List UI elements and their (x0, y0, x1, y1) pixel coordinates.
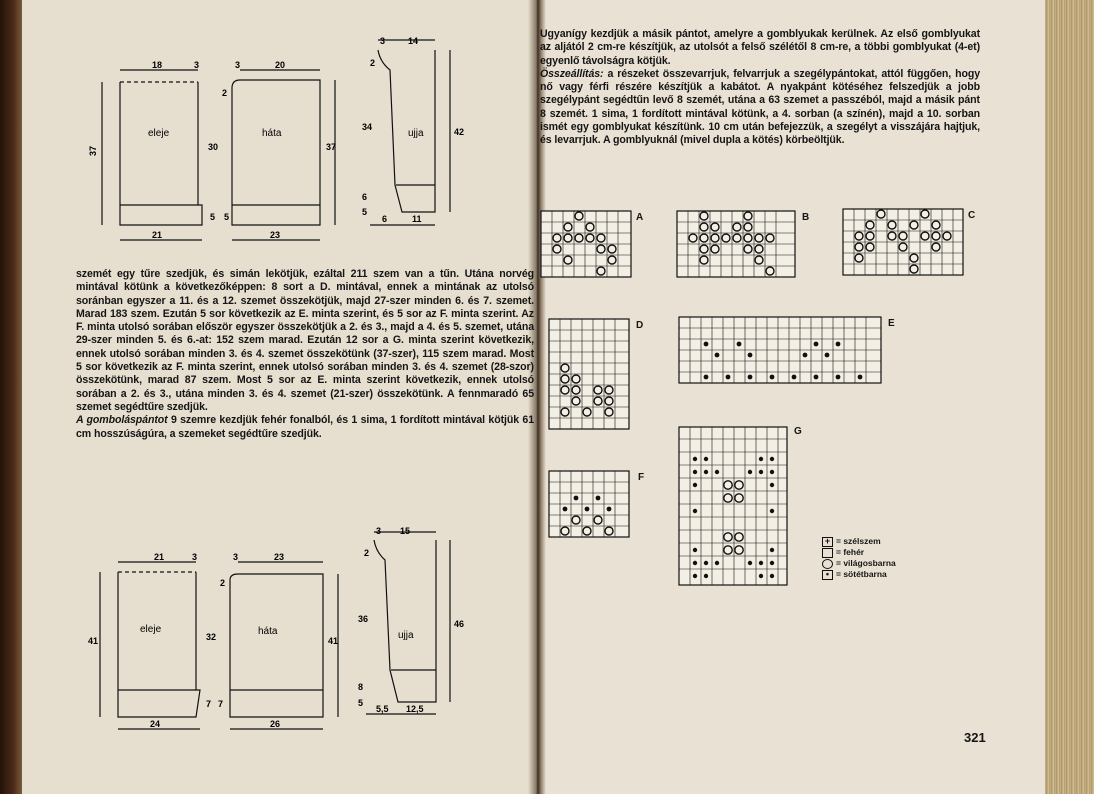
chart-B (676, 210, 796, 278)
dim: 24 (150, 719, 161, 729)
dim: 36 (358, 614, 369, 624)
dim: 37 (326, 142, 337, 152)
dim: 5 (210, 212, 216, 222)
legend-row (822, 558, 896, 569)
dim: 6 (382, 214, 388, 224)
open-circle-icon (822, 559, 833, 569)
back-label-top: háta (262, 128, 282, 139)
dim: 41 (328, 636, 339, 646)
chart-label-A: A (636, 212, 644, 223)
chart-label-C: C (968, 210, 976, 221)
dim: 3 (233, 552, 239, 562)
paragraph-heading: A gomboláspántot (76, 414, 168, 427)
dim: 3 (192, 552, 198, 562)
front-piece-top (102, 70, 202, 240)
front-label-top: eleje (148, 128, 170, 139)
paragraph (540, 68, 980, 148)
white-square-icon (822, 548, 833, 558)
dim: 21 (154, 552, 165, 562)
legend-label: = világosbarna (836, 558, 896, 568)
dim: 18 (152, 60, 163, 70)
dim: 14 (408, 36, 419, 46)
front-label-bottom: eleje (140, 624, 162, 635)
dim: 3 (194, 60, 200, 70)
dim: 8 (358, 682, 364, 692)
chart-C (842, 208, 964, 276)
dim: 41 (88, 636, 99, 646)
right-body-text (540, 28, 980, 148)
dim: 3 (376, 526, 382, 536)
legend-label: = sötétbarna (836, 569, 887, 579)
chart-label-F: F (638, 472, 645, 483)
dim: 23 (270, 230, 281, 240)
sleeve-label-bottom: ujja (398, 630, 414, 641)
page-edges (1045, 0, 1094, 794)
chart-label-E: E (888, 318, 895, 329)
chart-legend (822, 536, 896, 580)
schematic-top (90, 30, 470, 250)
legend-label: = szélszem (836, 536, 881, 546)
dim: 30 (208, 142, 219, 152)
legend-row (822, 569, 896, 580)
dim: 3 (235, 60, 241, 70)
dim: 7 (206, 699, 212, 709)
dim: 5 (224, 212, 230, 222)
dot-icon: • (822, 570, 833, 580)
chart-label-D: D (636, 320, 644, 331)
dim: 2 (222, 88, 228, 98)
dim: 7 (218, 699, 224, 709)
paragraph-text: 9 szemre kezdjük fehér fonalból, és 1 sima, 1 fordított mintával kötjük 61 cm hosszúságúra, a szemeket segédtűre szedjük. (76, 414, 534, 440)
dim: 23 (274, 552, 285, 562)
paragraph-text: a részeket összevarrjuk, felvarrjuk a szegélypántokat, attól függően, hogy nő vagy férfi részére készítjük a kabátot. A nyakpánt kötéséhez felszedjük a jobb szegélypánt segédtűn levő 8 szemét, utána a 63 szemet a passzéból, majd a másik pánt 8 szemét. 1 sima, 1 fordított mintával kötünk, a 4. sorban (a színén), majd a 10. sorban ismét egy gomblyukat készítünk. 10 cm után befejezzük, a szegélyt a visszájára hajtjuk, és levarrjuk. A gomblyuknál (mivel dupla a kötés) körbeöltjük. (540, 67, 980, 147)
dim: 5,5 (376, 704, 389, 714)
dim: 12,5 (406, 704, 424, 714)
dim: 2 (370, 58, 376, 68)
chart-A (540, 210, 632, 278)
dim: 11 (412, 214, 422, 224)
chart-G (678, 426, 788, 586)
chart-D (548, 318, 630, 430)
chart-label-B: B (802, 212, 810, 223)
legend-row (822, 536, 896, 547)
dim: 3 (380, 36, 386, 46)
edge-stitch-icon: + (822, 537, 833, 547)
dim: 26 (270, 719, 281, 729)
paragraph-heading: Összeállítás: (540, 67, 604, 80)
paragraph: szemét egy tűre szedjük, és simán lekötjük, ezáltal 211 szem van a tűn. Utána norvég mintával kötünk a következőképpen: 8 sort a D. mintával, ennek a mintának az utolsó soránban egyszer a 11. és a 12. szemet összekötjük, majd 27-szer minden 6. és 7. szemet. Marad 183 szem. Ezután 5 sor következik az E. minta szerint, és 5 sor az F. minta szerint. Az F. minta utolsó sorában először egyszer összekötjük a 2. és 3., majd a 4. és 5. szemet, utána 29-szer minden 5. és 6.-at: 152 szem marad. Ezután 12 sor a G. minta szerint következik, ennek utolsó sorában minden 3. és 4. szemet összekötünk (37-szer), 115 szem marad. Most 5 sor következik az F. minta szerint, ennek utolsó sorában minden 3. és 4. szemet (28-szor) összekötünk, marad 87 szem. Most 5 sor az E. minta szerint következik, ennek utolsó sorában a 2. és 3., utána minden 3. és 4. szemet (21-szer) összekötünk. A fennmaradó 65 szemet segédtűre szedjük. (76, 268, 534, 413)
dim: 46 (454, 619, 465, 629)
dim: 42 (454, 127, 465, 137)
back-label-bottom: háta (258, 626, 278, 637)
legend-row (822, 547, 896, 558)
dim: 32 (206, 632, 217, 642)
dim: 21 (152, 230, 163, 240)
dim: 37 (88, 145, 98, 156)
dim: 5 (358, 698, 364, 708)
dim: 34 (362, 122, 373, 132)
dim: 6 (362, 192, 368, 202)
back-piece-top (232, 70, 335, 240)
sleeve-label-top: ujja (408, 128, 424, 139)
book-cover-edge (0, 0, 22, 794)
dim: 2 (364, 548, 370, 558)
dim: 5 (362, 207, 368, 217)
dim: 20 (275, 60, 286, 70)
legend-label: = fehér (836, 547, 865, 557)
dim: 15 (400, 526, 411, 536)
page-number: 321 (964, 730, 986, 745)
schematic-bottom (88, 522, 468, 737)
dim: 2 (220, 578, 226, 588)
chart-label-G: G (794, 426, 802, 437)
left-body-text (76, 268, 534, 441)
chart-F (548, 470, 630, 538)
paragraph (76, 414, 534, 441)
paragraph: Ugyanígy kezdjük a másik pántot, amelyre a gomblyukak kerülnek. Az első gomblyukat az aljától 2 cm-re készítjük, az utolsót a felső szélétől 8 cm-re, a többi gomblyukat (4-et) egyenlő távolságra kötjük. (540, 28, 980, 67)
chart-E (678, 316, 882, 384)
